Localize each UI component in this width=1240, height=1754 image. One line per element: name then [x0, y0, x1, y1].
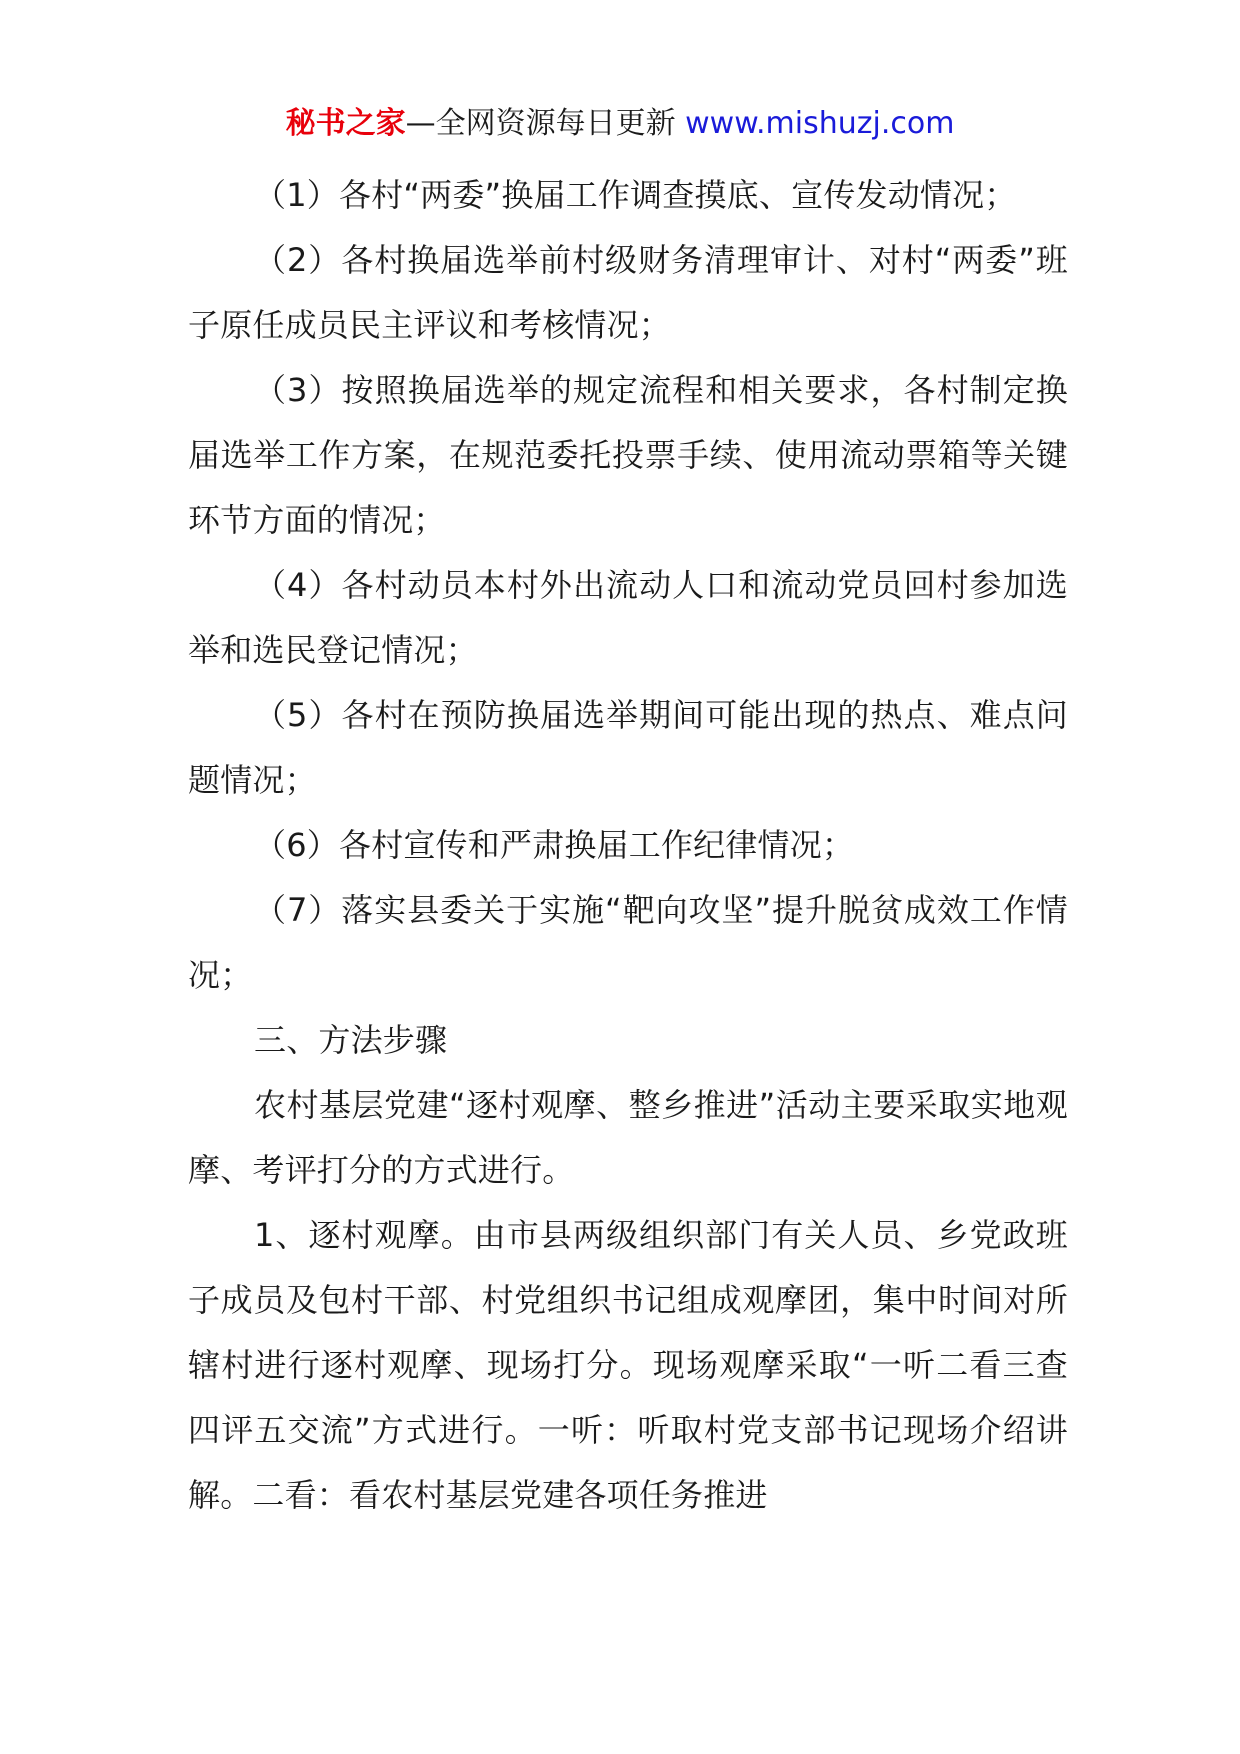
paragraph-item-3: （3）按照换届选举的规定流程和相关要求，各村制定换届选举工作方案，在规范委托投票手续、使用流动票箱等关键环节方面的情况；	[188, 371, 1068, 539]
header-brand: 秘书之家	[285, 106, 406, 141]
header-tagline: —全网资源每日更新	[405, 106, 686, 141]
paragraph-item-7: （7）落实县委关于实施“靶向攻坚”提升脱贫成效工作情况；	[188, 891, 1068, 994]
paragraph-item-4: （4）各村动员本村外出流动人口和流动党员回村参加选举和选民登记情况；	[188, 566, 1068, 669]
header-url-link[interactable]: www.mishuzj.com	[685, 106, 955, 141]
paragraph-item-2: （2）各村换届选举前村级财务清理审计、对村“两委”班子原任成员民主评议和考核情况；	[188, 241, 1068, 344]
section-heading: 三、方法步骤	[254, 1021, 448, 1059]
paragraph-item-1: （1）各村“两委”换届工作调查摸底、宣传发动情况；	[254, 176, 1017, 214]
paragraph-step-1: 1、逐村观摩。由市县两级组织部门有关人员、乡党政班子成员及包村干部、村党组织书记组成观摩团，集中时间对所辖村进行逐村观摩、现场打分。现场观摩采取“一听二看三查四评五交流”方式进行。一听：听取村党支部书记现场介绍讲解。二看：看农村基层党建各项任务推进	[188, 1216, 1068, 1514]
paragraph-item-6: （6）各村宣传和严肃换届工作纪律情况；	[254, 826, 855, 864]
paragraph-item-5: （5）各村在预防换届选举期间可能出现的热点、难点问题情况；	[188, 696, 1068, 799]
document-body	[188, 163, 1068, 1528]
page-header	[0, 104, 1240, 144]
paragraph-intro: 农村基层党建“逐村观摩、整乡推进”活动主要采取实地观摩、考评打分的方式进行。	[188, 1086, 1068, 1189]
